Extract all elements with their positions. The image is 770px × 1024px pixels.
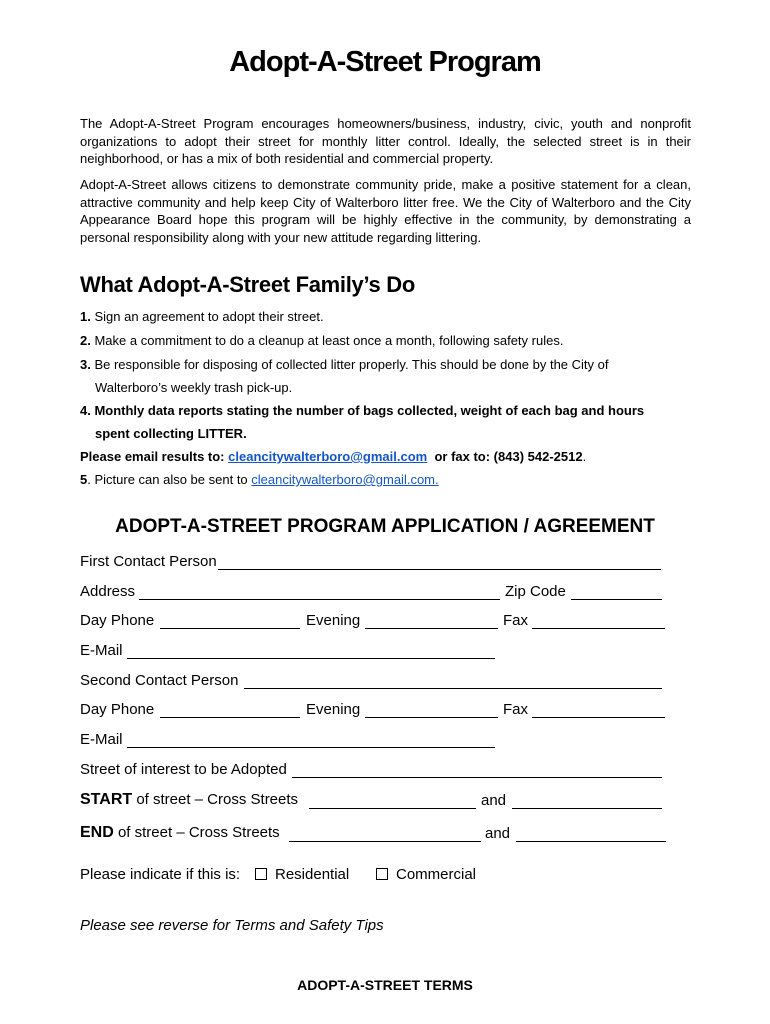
second-contact-row: [80, 672, 680, 694]
start-and-label: and: [481, 792, 507, 809]
day-phone-field-1[interactable]: [160, 628, 300, 629]
email-row-1: [80, 642, 680, 664]
page-title: Adopt-A-Street Program: [229, 46, 541, 78]
list-item-2: [80, 333, 563, 349]
evening-field-1[interactable]: [365, 628, 498, 629]
end-and-label: and: [485, 825, 511, 842]
zip-field[interactable]: [571, 599, 662, 600]
list-number-3: 3.: [80, 357, 91, 372]
terms-heading: ADOPT-A-STREET TERMS: [297, 977, 473, 993]
day-phone-row-2: [80, 701, 680, 723]
day-phone-row-1: [80, 612, 680, 634]
intro-paragraph-1: The Adopt-A-Street Program encourages homeowners/business, industry, civic, youth and nonprofit organizations to adopt their street for monthly litter control. Ideally, the selected street is in their neighborhood, or has a mix of both residential and commercial property.: [80, 116, 691, 167]
residential-checkbox[interactable]: [255, 868, 267, 880]
email-suffix: .: [582, 449, 587, 464]
end-word: END: [80, 824, 114, 841]
fax-label-2: Fax: [503, 701, 529, 718]
list-number-5: 5: [80, 472, 88, 487]
street-interest-field[interactable]: [292, 777, 662, 778]
list-item-5: [80, 472, 439, 488]
address-label: Address: [80, 583, 136, 600]
first-contact-label: First Contact Person: [80, 553, 217, 570]
first-contact-row: [80, 553, 680, 575]
street-interest-row: [80, 761, 680, 783]
email-link-2-end[interactable]: .: [435, 472, 439, 487]
end-rest: of street – Cross Streets: [117, 824, 280, 841]
list-item-4: 4. Monthly data reports stating the number of bags collected, weight of each bag and hours: [80, 403, 645, 418]
start-cross-street-2[interactable]: [512, 808, 662, 809]
end-cross-street-1[interactable]: [289, 841, 481, 842]
start-word: START: [80, 791, 133, 808]
email-field-2[interactable]: [127, 747, 495, 748]
start-rest: of street – Cross Streets: [136, 791, 299, 808]
start-row: [80, 792, 680, 814]
commercial-label: Commercial: [396, 866, 477, 883]
end-cross-street-2[interactable]: [516, 841, 666, 842]
commercial-option[interactable]: [376, 866, 476, 883]
first-contact-field[interactable]: [218, 569, 661, 570]
evening-label-1: Evening: [306, 612, 361, 629]
evening-label-2: Evening: [306, 701, 361, 718]
list-number-2: 2.: [80, 333, 91, 348]
intro-paragraph-2: Adopt-A-Street allows citizens to demonstrate community pride, make a positive statement for a clean, attractive community and help keep City of Walterboro litter free. We the City of Walterboro and the City Appearance Board hope this program will be highly effective in the community, by demonstrating a personal responsibility along with your new attitude regarding littering.: [80, 177, 691, 245]
fax-field-1[interactable]: [532, 628, 665, 629]
fax-label-1: Fax: [503, 612, 529, 629]
day-phone-field-2[interactable]: [160, 717, 300, 718]
list-text-3a: Be responsible for disposing of collected litter properly. This should be done by the City of: [94, 357, 609, 372]
day-phone-label-2: Day Phone: [80, 701, 155, 718]
list-item-1: [80, 309, 324, 325]
email-field-1[interactable]: [127, 658, 495, 659]
email-row-2: [80, 731, 680, 753]
email-link-2[interactable]: cleancitywalterboro@gmail.com: [251, 472, 436, 487]
email-link[interactable]: cleancitywalterboro@gmail.com: [228, 449, 428, 464]
second-contact-field[interactable]: [244, 688, 662, 689]
list-text-2: Make a commitment to do a cleanup at least once a month, following safety rules.: [94, 333, 564, 348]
list-text-5: . Picture can also be sent to: [87, 472, 248, 487]
list-text-3b: Walterboro’s weekly trash pick-up.: [95, 380, 293, 395]
street-interest-label: Street of interest to be Adopted: [80, 761, 287, 778]
indicate-label: Please indicate if this is:: [80, 866, 241, 883]
start-cross-street-1[interactable]: [309, 808, 476, 809]
residential-option[interactable]: [255, 866, 349, 883]
day-phone-label-1: Day Phone: [80, 612, 155, 629]
commercial-checkbox[interactable]: [376, 868, 388, 880]
email-label-2: E-Mail: [80, 731, 123, 748]
zip-label: Zip Code: [505, 583, 566, 600]
evening-field-2[interactable]: [365, 717, 498, 718]
property-type-row: [80, 866, 680, 888]
address-row: [80, 583, 680, 605]
reverse-note: Please see reverse for Terms and Safety Tips: [80, 917, 384, 934]
residential-label: Residential: [275, 866, 350, 883]
address-field[interactable]: [139, 599, 500, 600]
form-heading: ADOPT-A-STREET PROGRAM APPLICATION / AGREEMENT: [115, 516, 655, 537]
end-row: [80, 825, 680, 847]
second-contact-label: Second Contact Person: [80, 672, 239, 689]
list-text-1: Sign an agreement to adopt their street.: [94, 309, 324, 324]
end-label: [80, 824, 280, 842]
email-prefix: Please email results to:: [80, 449, 225, 464]
fax-text: or fax to: (843) 542-2512: [434, 449, 583, 464]
list-number-1: 1.: [80, 309, 91, 324]
section-heading: What Adopt-A-Street Family’s Do: [80, 272, 415, 297]
fax-field-2[interactable]: [532, 717, 665, 718]
list-item-3: [80, 357, 609, 373]
email-results-line: [80, 449, 586, 465]
email-label-1: E-Mail: [80, 642, 123, 659]
start-label: [80, 791, 298, 809]
list-text-4b: spent collecting LITTER.: [95, 426, 247, 441]
